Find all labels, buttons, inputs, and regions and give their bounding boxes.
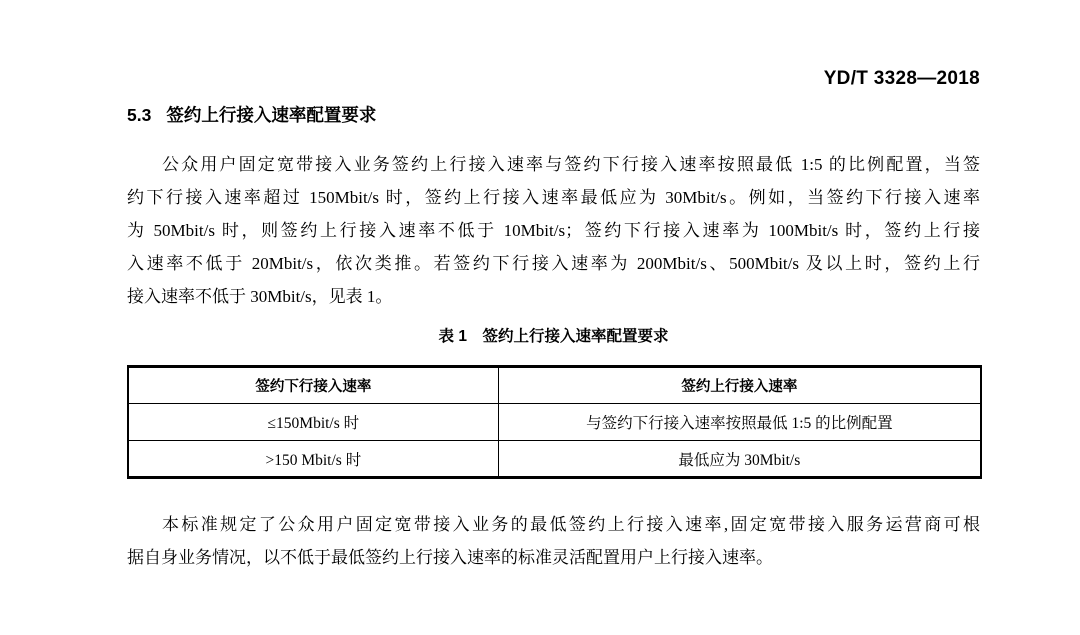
paragraph-line: 公众用户固定宽带接入业务签约上行接入速率与签约下行接入速率按照最低 1:5 的比例配置，当签 xyxy=(162,155,980,174)
paragraph-line: 入速率不低于 20Mbit/s，依次类推。若签约下行接入速率为 200Mbit/s、500Mbit/s 及以上时，签约上行 xyxy=(127,254,980,273)
table-header-downlink: 签约下行接入速率 xyxy=(128,367,498,404)
table-caption-label: 表 1 xyxy=(438,328,467,345)
table-header-row xyxy=(128,367,981,404)
table-cell-downlink-2: >150 Mbit/s 时 xyxy=(128,441,498,478)
section-heading xyxy=(127,102,376,127)
table-row xyxy=(128,404,981,441)
table-header-uplink: 签约上行接入速率 xyxy=(498,367,981,404)
table-cell-uplink-1: 与签约下行接入速率按照最低 1:5 的比例配置 xyxy=(498,404,981,441)
paragraph-intro xyxy=(127,148,980,313)
section-title: 签约上行接入速率配置要求 xyxy=(166,105,377,125)
document-header xyxy=(127,68,980,90)
speed-config-table xyxy=(127,365,982,479)
paragraph-line: 接入速率不低于 30Mbit/s，见表 1。 xyxy=(127,287,393,306)
table-caption xyxy=(127,324,980,346)
section-number: 5.3 xyxy=(127,105,152,125)
table-cell-uplink-2: 最低应为 30Mbit/s xyxy=(498,441,981,478)
paragraph-line: 据自身业务情况，以不低于最低签约上行接入速率的标准灵活配置用户上行接入速率。 xyxy=(127,548,773,567)
table-cell-downlink-1: ≤150Mbit/s 时 xyxy=(128,404,498,441)
table-row xyxy=(128,441,981,478)
table-caption-title: 签约上行接入速率配置要求 xyxy=(482,328,669,345)
paragraph-closing xyxy=(127,508,980,574)
standard-number: YD/T 3328—2018 xyxy=(823,68,980,89)
paragraph-line: 本标准规定了公众用户固定宽带接入业务的最低签约上行接入速率,固定宽带接入服务运营商可根 xyxy=(162,515,980,534)
paragraph-line: 为 50Mbit/s 时，则签约上行接入速率不低于 10Mbit/s；签约下行接入速率为 100Mbit/s 时，签约上行接 xyxy=(127,221,980,240)
paragraph-line: 约下行接入速率超过 150Mbit/s 时，签约上行接入速率最低应为 30Mbit/s。例如，当签约下行接入速率 xyxy=(127,188,980,207)
